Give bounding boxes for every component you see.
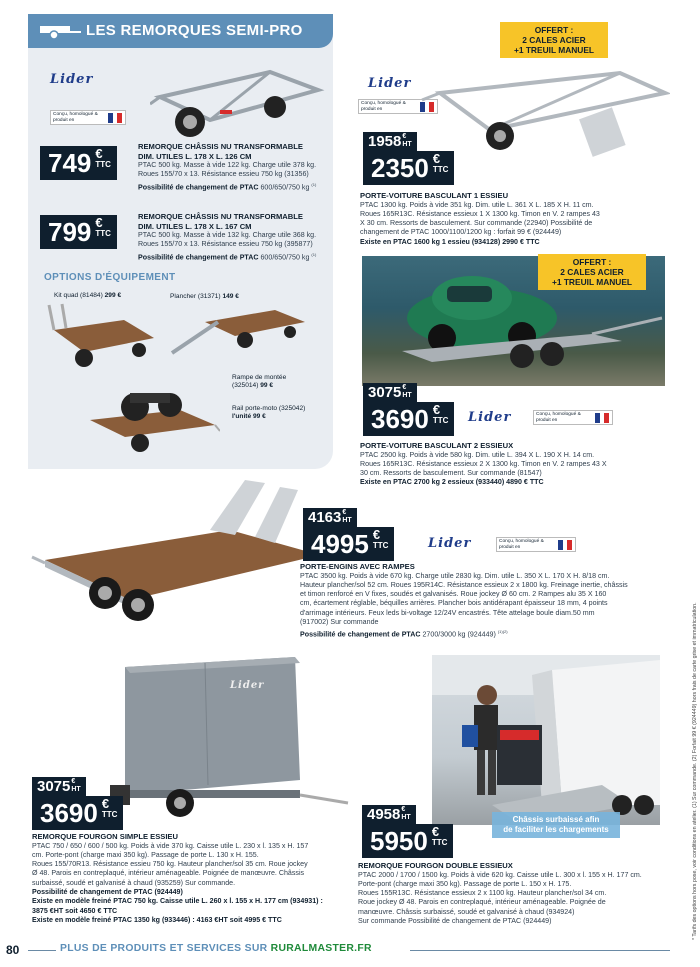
page-number: 80 (6, 943, 20, 957)
price-tag: 749 € TTC (40, 146, 117, 180)
kit-quad-image (44, 300, 164, 375)
made-in-france-badge: Conçu, homologué & produit en (50, 110, 126, 125)
france-flag-icon (595, 413, 609, 423)
product-description: REMORQUE CHÂSSIS NU TRANSFORMABLE DIM. UTILES L. 178 X L. 126 CM PTAC 500 kg. Masse à vide 122 kg. Charge utile 378 kg. Roues 155/70 x 13. Résistance essieu 750 kg (31356) Possibilité de changement de PTAC 600/650/750 kg $^{(1)}$ (138, 142, 317, 191)
france-flag-icon (558, 540, 572, 550)
lider-logo: Lider (50, 72, 94, 87)
website-link[interactable]: RURALMASTER.FR (270, 943, 372, 954)
price-tag: 799 € TTC (40, 215, 117, 249)
price-tag: 3690 € TTC (32, 796, 123, 830)
lider-logo: Lider (468, 410, 512, 425)
options-title: OPTIONS D'ÉQUIPEMENT (44, 272, 176, 283)
plancher-label: Plancher (31371) 149 € (170, 293, 239, 300)
product-description: PORTE-VOITURE BASCULANT 2 ESSIEUX PTAC 2500 kg. Poids à vide 580 kg. Dim. utile L. 394 X L. 190 X H. 14 cm. Roues 165R13C. Résistance essieux 2 X 1300 kg. Timon en V. 2 rampes 43 X 30 cm. Ressorts de basculement. Sur commande (81547) Existe en PTAC 2700 kg 2 essieux (933440) 4890 € TTC (360, 441, 607, 487)
product-description: PORTE-VOITURE BASCULANT 1 ESSIEU PTAC 1300 kg. Poids à vide 351 kg. Dim. utile L. 361 X L. 185 X H. 11 cm. Roues 165R13C. Résistance essieux 1 X 1300 kg. Timon en V. 2 rampes 43 X 30 cm. Ressorts de basculement. Sur commande (22940) Possibilité de changement de PTAC 1000/1100/1200 kg : forfait 99 € (924449) Existe en PTAC 1600 kg 1 essieu (934128) 2990 € TTC (360, 191, 600, 246)
price-ht: 3075 € HT (32, 777, 86, 796)
photo-caption: Châssis surbaissé afin de faciliter les chargements (492, 812, 620, 838)
rail-moto-image (80, 385, 220, 455)
price-ht: 1958 € HT (363, 132, 417, 151)
price-ht: 4163 € HT (303, 508, 357, 527)
trailer-icon (38, 22, 82, 40)
price-tag: 3690 € TTC (363, 402, 454, 436)
box-trailer-double-photo (432, 655, 660, 825)
price-tag: 2350 € TTC (363, 151, 454, 185)
car-carrier-1-image (420, 58, 670, 168)
price-ht: 4958 € HT (362, 805, 416, 824)
lider-logo: Lider (230, 680, 265, 691)
product-description: REMORQUE CHÂSSIS NU TRANSFORMABLE DIM. UTILES L. 178 X L. 167 CM PTAC 500 kg. Masse à vide 132 kg. Charge utile 368 kg. Roues 155/70 x 13. Résistance essieu 750 kg (395877) Possibilité de changement de PTAC 600/650/750 kg $^{(1)}$ (138, 212, 317, 261)
footer-text: PLUS DE PRODUITS ET SERVICES SUR RURALMASTER.FR (60, 943, 372, 954)
offer-badge: OFFERT : 2 CALES ACIER +1 TREUIL MANUEL (500, 22, 608, 58)
made-in-france-badge: Conçu, homologué & produit en (358, 99, 438, 114)
machine-carrier-image (30, 475, 330, 645)
product-description: REMORQUE FOURGON SIMPLE ESSIEU PTAC 750 / 650 / 600 / 500 kg. Poids à vide 370 kg. Caisse utile L. 230 x l. 135 x H. 157 cm. Porte-pont (charge maxi 350 kg). Passage de porte L. 130 x H. 155. Roues 155/70R13. Résistance essieu 750 kg. Hauteur plancher/sol 35 cm. Roue jockey Ø 48. Parois en contreplaqué, intérieur aménageable. Poignée de manœuvre. Châssis surbaissé, soudé et galvanisé à chaud (935259) Sur commande. Possibilité de changement de PTAC (924449) Existe en modèle freiné PTAC 750 kg. Caisse utile L. 260 x l. 155 x H. 177 cm (934931) : 3875 €HT soit 4650 € TTC Existe en modèle freiné PTAC 1350 kg (933446) : 4163 €HT soit 4995 € TTC (32, 832, 323, 924)
loading-scene-image (432, 655, 660, 825)
rampe-label: Rampe de montée (325014) 99 € (232, 374, 287, 389)
product-description: PORTE-ENGINS AVEC RAMPES PTAC 3500 kg. Poids à vide 670 kg. Charge utile 2830 kg. Dim. utile L. 350 X L. 170 X H. 8/18 cm. Hauteur plancher/sol 52 cm. Roues 195R14C. Résistance essieux 2 x 1800 kg. Freinage inertie, châssis et timon renforcé en V fixes, soudés et galvanisés. Roue jockey Ø 60 cm. 2 Rampes alu 35 X 160 cm, écartement réglable, béquilles arrières. Plancher bois antidérapant épaisseur 18 mm, 4 points d'arrimage intérieurs. Feux leds bi-voltage 12/24V encastrés. Tête attelage boule diam.50 mm (917002) Sur commande Possibilité de changement de PTAC 2700/3000 kg (924449) $^{(1)(2)}$ (300, 562, 628, 639)
made-in-france-badge: Conçu, homologué & produit en (496, 537, 576, 552)
rail-moto-label: Rail porte-moto (325042) l'unité 99 € (232, 405, 306, 420)
section-title: LES REMORQUES SEMI-PRO (86, 22, 303, 39)
product-description: REMORQUE FOURGON DOUBLE ESSIEUX PTAC 2000 / 1700 / 1500 kg. Poids à vide 620 kg. Caisse utile L. 300 x l. 155 x H. 177 cm. Porte-pont (charge maxi 350 kg). Passage de porte L. 150 x H. 175. Roues 155R13C. Résistance essieux 2 x 1100 kg. Hauteur plancher/sol 34 cm. Roue jockey Ø 48. Parois en contreplaqué, intérieur aménageable. Poignée de manœuvre. Châssis surbaissé, soudé et galvanisé à chaud (934924) Sur commande Possibilité de changement de PTAC (924449) (358, 861, 642, 925)
lider-logo: Lider (368, 76, 412, 91)
footer-divider (28, 950, 56, 951)
kit-quad-label: Kit quad (81484) 299 € (54, 292, 122, 299)
footnote-vertical: * Tarifs des options hors pose, voir conditions en atelier. (1) Sur commande. (2) Forfait 99 € (924449) hors frais de carte grise et immatriculation. (692, 602, 698, 940)
offer-badge: OFFERT : 2 CALES ACIER +1 TREUIL MANUEL (538, 254, 646, 290)
price-tag: 4995 € TTC (303, 527, 394, 561)
made-in-france-badge: Conçu, homologué & produit en (533, 410, 613, 425)
price-tag: 5950 € TTC (362, 824, 453, 858)
rampe-image (170, 320, 220, 355)
footer-divider (410, 950, 670, 951)
lider-logo: Lider (428, 536, 472, 551)
france-flag-icon (108, 113, 122, 123)
price-ht: 3075 € HT (363, 383, 417, 402)
chassis-trailer-image (150, 52, 325, 142)
